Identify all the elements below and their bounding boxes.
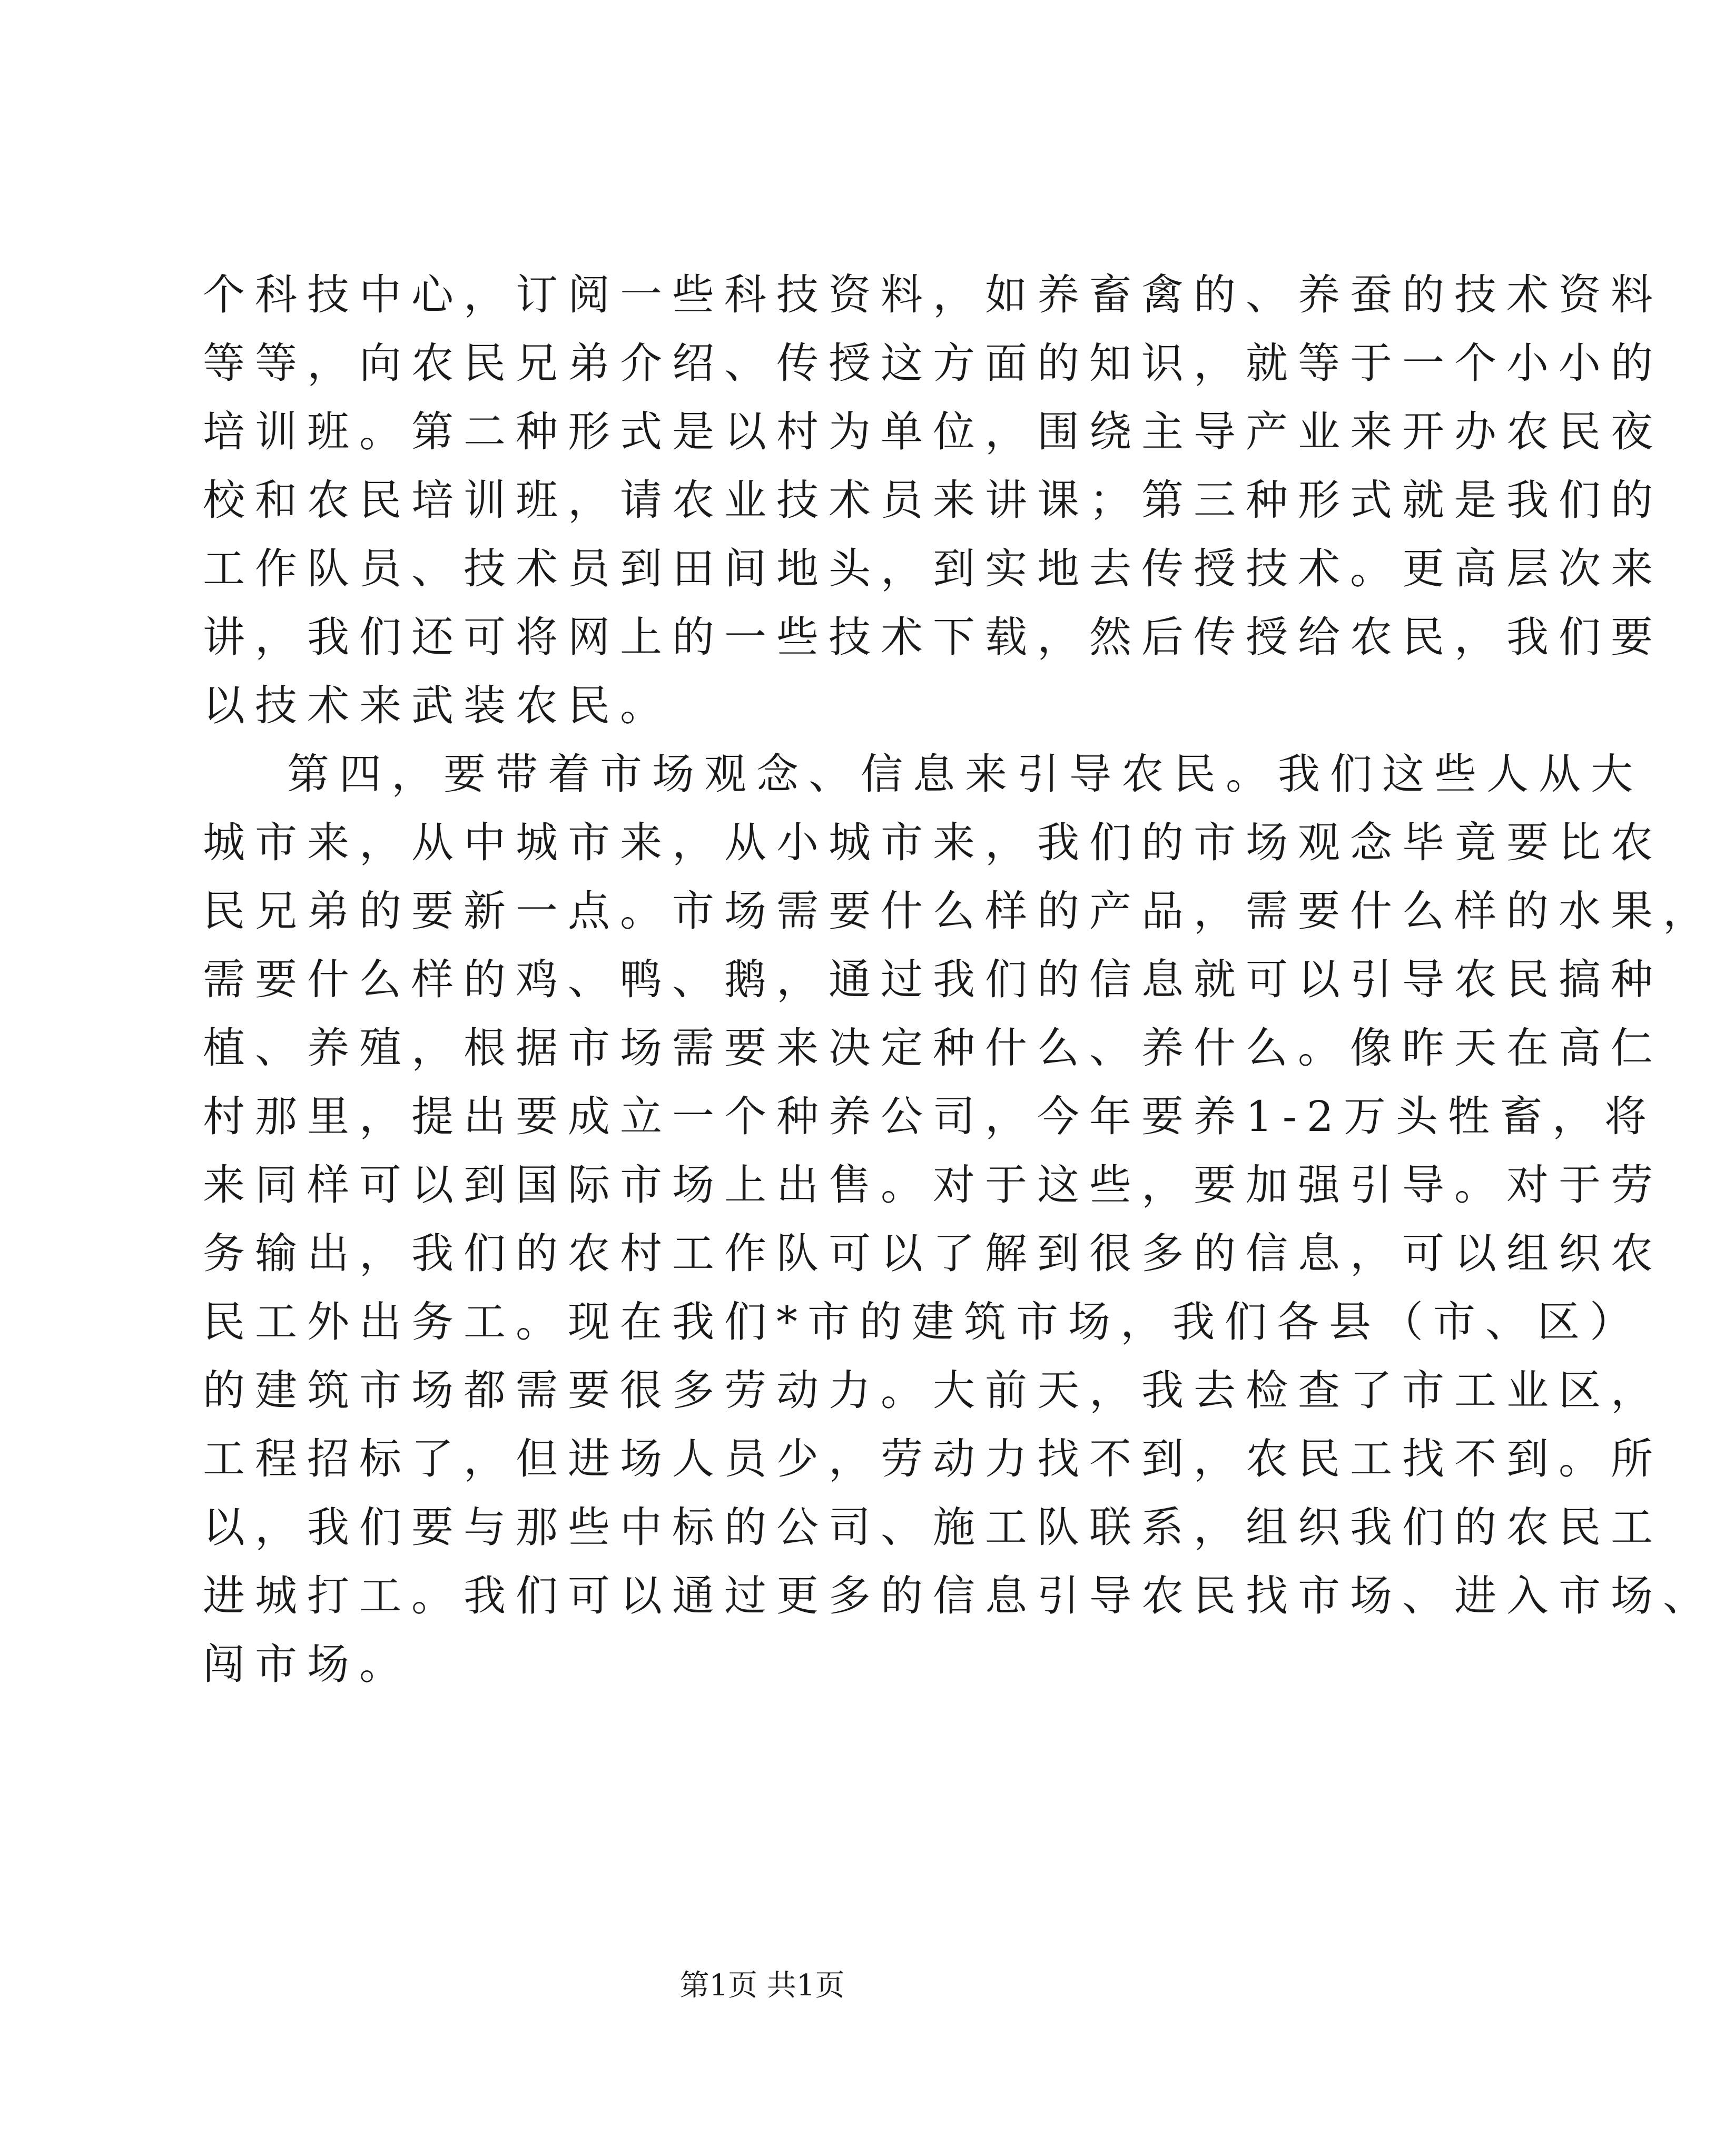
text-line: 村那里，提出要成立一个种养公司，今年要养1-2万头牲畜，将 <box>203 1092 1657 1141</box>
text-line: 民兄弟的要新一点。市场需要什么样的产品，需要什么样的水果， <box>203 887 1715 936</box>
text-line: 工作队员、技术员到田间地头，到实地去传授技术。更高层次来 <box>203 544 1663 593</box>
text-line: 务输出，我们的农村工作队可以了解到很多的信息，可以组织农 <box>203 1229 1663 1278</box>
text-line: 来同样可以到国际市场上出售。对于这些，要加强引导。对于劳 <box>203 1160 1663 1209</box>
text-line: 讲，我们还可将网上的一些技术下载，然后传授给农民，我们要 <box>203 613 1663 662</box>
text-line: 等等，向农民兄弟介绍、传授这方面的知识，就等于一个小小的 <box>203 339 1663 388</box>
text-line: 培训班。第二种形式是以村为单位，围绕主导产业来开办农民夜 <box>203 407 1663 456</box>
text-line: 个科技中心，订阅一些科技资料，如养畜禽的、养蚕的技术资料 <box>203 270 1663 319</box>
text-line: 校和农民培训班，请农业技术员来讲课；第三种形式就是我们的 <box>203 476 1663 525</box>
text-line: 以，我们要与那些中标的公司、施工队联系，组织我们的农民工 <box>203 1503 1663 1552</box>
text-line: 的建筑市场都需要很多劳动力。大前天，我去检查了市工业区， <box>203 1366 1663 1415</box>
text-line: 城市来，从中城市来，从小城市来，我们的市场观念毕竟要比农 <box>203 818 1663 867</box>
text-line: 民工外出务工。现在我们*市的建筑市场，我们各县（市、区） <box>203 1297 1642 1346</box>
text-line: 需要什么样的鸡、鸭、鹅，通过我们的信息就可以引导农民搞种 <box>203 955 1663 1004</box>
text-line: 进城打工。我们可以通过更多的信息引导农民找市场、进入市场、 <box>203 1571 1715 1620</box>
paragraph-first-line: 第四，要带着市场观念、信息来引导农民。我们这些人从大 <box>287 750 1643 799</box>
text-line: 以技术来武装农民。 <box>203 681 672 730</box>
text-line: 工程招标了，但进场人员少，劳动力找不到，农民工找不到。所 <box>203 1434 1663 1483</box>
text-line: 植、养殖，根据市场需要来决定种什么、养什么。像昨天在高仁 <box>203 1023 1663 1072</box>
text-line: 闯市场。 <box>203 1640 411 1689</box>
page-footer: 第1页 共1页 <box>679 1968 845 2003</box>
